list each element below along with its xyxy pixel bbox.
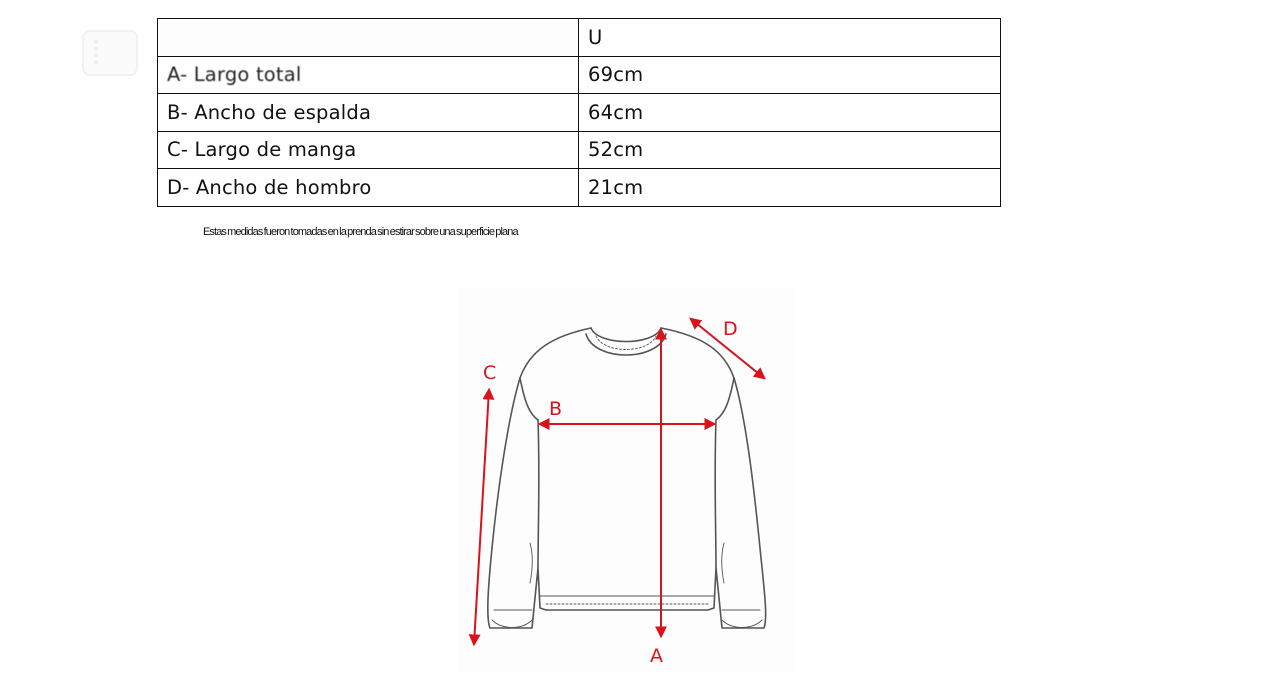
label-d: D bbox=[723, 318, 738, 340]
measure-label: B- Ancho de espalda bbox=[158, 94, 579, 132]
header-cell-size: U bbox=[579, 19, 1001, 57]
table-row bbox=[158, 169, 1001, 207]
measurement-note: Estas medidas fueron tomadas en la prenda sin estirar sobre una superficie plana bbox=[203, 226, 518, 238]
measure-value: 69cm bbox=[579, 56, 1001, 94]
measure-value: 21cm bbox=[579, 169, 1001, 207]
label-a: A bbox=[650, 645, 663, 667]
faded-app-icon bbox=[82, 30, 138, 76]
size-table bbox=[157, 18, 1001, 207]
label-b: B bbox=[549, 398, 563, 420]
sweater-outline bbox=[458, 288, 794, 673]
table-row bbox=[158, 131, 1001, 169]
table-row bbox=[158, 94, 1001, 132]
measure-label: D- Ancho de hombro bbox=[158, 169, 579, 207]
table-header-row bbox=[158, 19, 1001, 57]
measure-value: 52cm bbox=[579, 131, 1001, 169]
table-row bbox=[158, 56, 1001, 94]
label-c: C bbox=[483, 362, 497, 384]
sweater-diagram bbox=[458, 288, 794, 673]
measure-value: 64cm bbox=[579, 94, 1001, 132]
header-cell-blank bbox=[158, 19, 579, 57]
measure-label: C- Largo de manga bbox=[158, 131, 579, 169]
measure-label: A- Largo total bbox=[158, 56, 579, 94]
